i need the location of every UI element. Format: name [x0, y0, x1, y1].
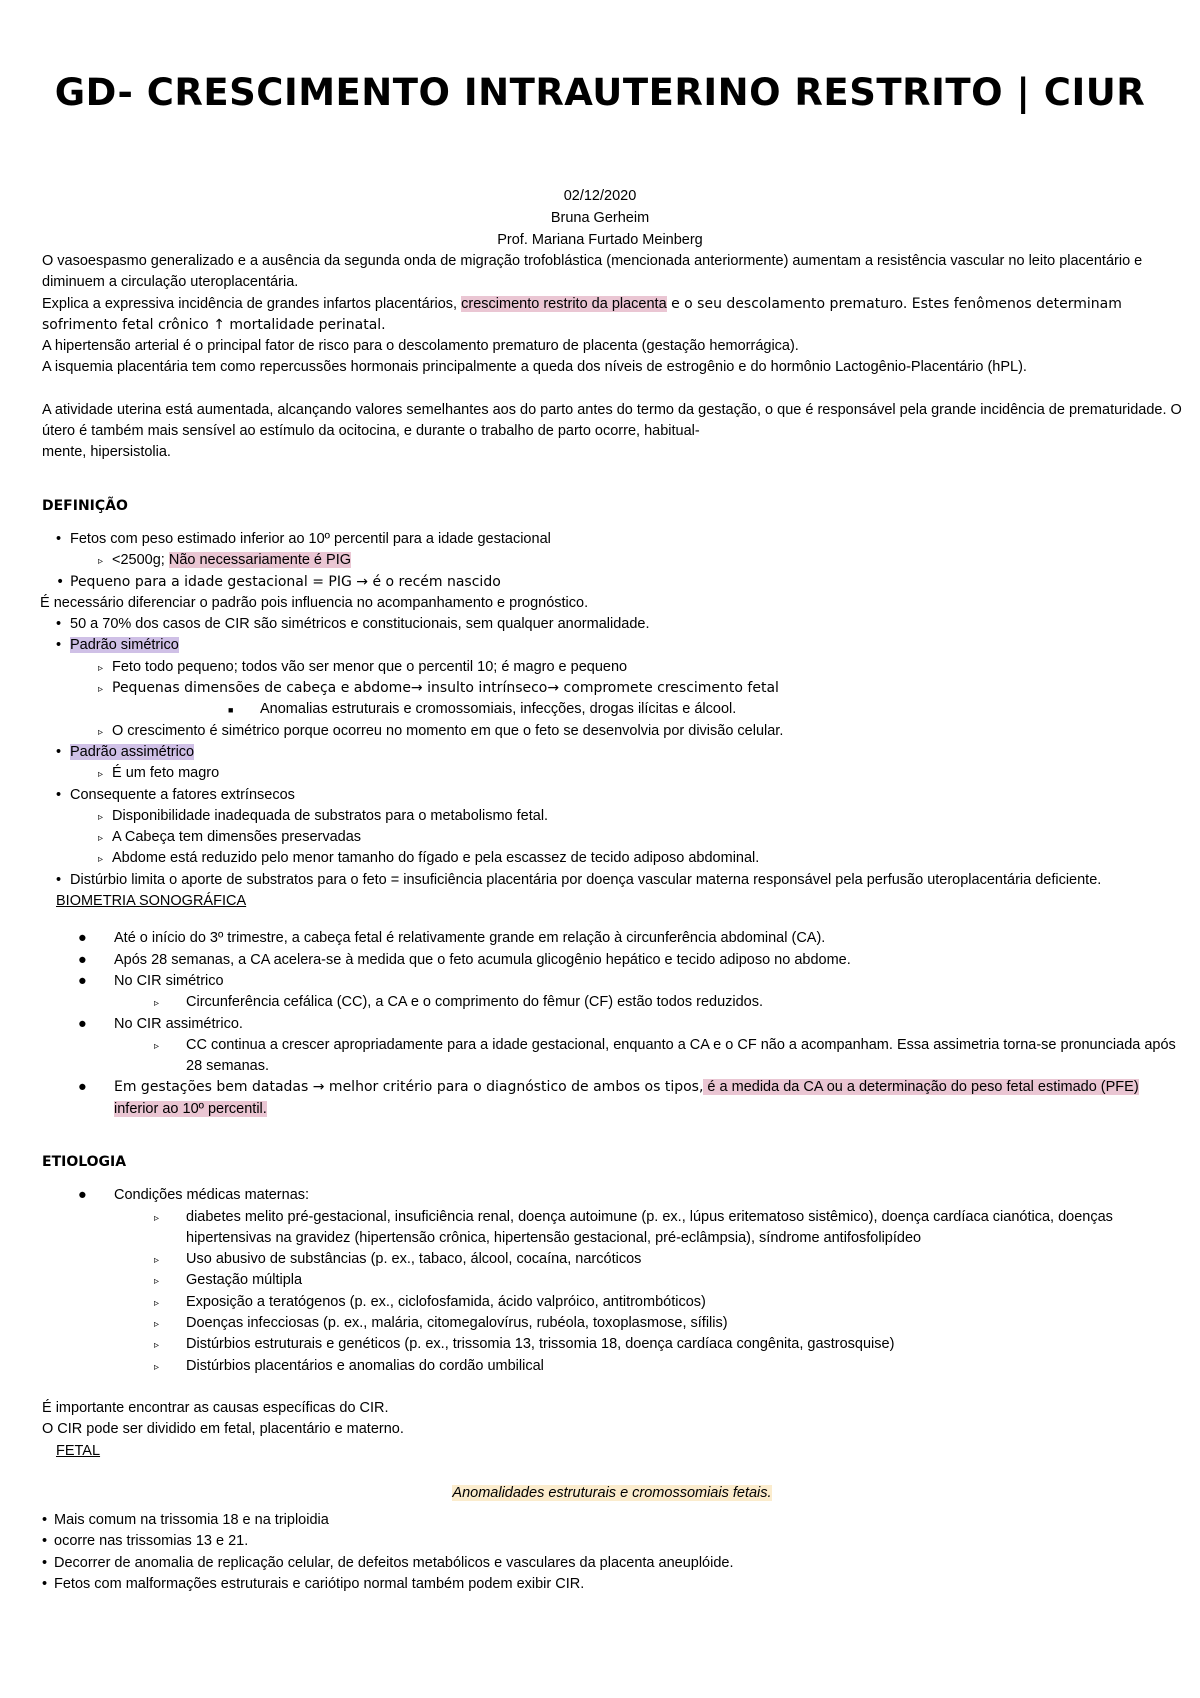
list-item: ● No CIR simétrico	[78, 972, 224, 989]
intro-paragraph-4: A isquemia placentária tem como repercussões hormonais principalmente a queda dos níveis de estrogênio e do hormônio Lactogênio-Placentário (hPL).	[42, 359, 1027, 376]
document-author: Bruna Gerheim	[550, 210, 650, 226]
list-item: ▹ O crescimento é simétrico porque ocorreu no momento em que o feto se desenvolvia por divisão celular.	[98, 722, 784, 739]
section-heading-definicao: DEFINIÇÃO	[42, 497, 128, 514]
list-item: ▹ Distúrbios estruturais e genéticos (p. ex., trissomia 13, trissomia 18, doença cardíaca congênita, gastrosquise)	[154, 1336, 895, 1353]
list-item: • 50 a 70% dos casos de CIR são simétricos e constitucionais, sem qualquer anormalidade.	[56, 616, 650, 633]
intro-paragraph-2: Explica a expressiva incidência de grandes infartos placentários, crescimento restrito da placenta e o seu descolamento prematuro. Estes fenômenos determinam sofrimento fetal crônico ↑ mortalidade perinatal.	[42, 295, 1122, 333]
subheading-fetal: FETAL	[56, 1442, 101, 1459]
list-item: • ocorre nas trissomias 13 e 21.	[42, 1533, 249, 1550]
list-item: ■ Anomalias estruturais e cromossomiais, infecções, drogas ilícitas e álcool.	[228, 701, 737, 718]
intro-paragraph-5: A atividade uterina está aumentada, alcançando valores semelhantes aos do parto antes do termo da gestação, o que é responsável pela grande incidência de prematuridade. O útero é também mais sensível ao estímulo da ocitocina, e durante o trabalho de parto ocorre, habitual-	[42, 401, 1182, 440]
intro-paragraph-1: O vasoespasmo generalizado e a ausência da segunda onda de migração trofoblástica (mencionada anteriormente) aumentam a resistência vascular no leito placentário e diminuem a circulação uteroplacentária.	[42, 253, 1143, 291]
list-item: ▹ diabetes melito pré-gestacional, insuficiência renal, doença autoimune (p. ex., lúpus eritematoso sistêmico), doença cardíaca cianótica, doenças hipertensivas na gravidez (hipertensão crônica, hipertensão gestacional, pré-eclâmpsia), síndrome antifosfolipídeo	[154, 1208, 1113, 1246]
highlight-criterio: é a medida da CA ou a determinação do peso fetal estimado (PFE) inferior ao 10º percentil.	[114, 1079, 1139, 1117]
highlight-padrao-simetrico: Padrão simétrico	[70, 637, 179, 654]
document-body	[42, 251, 1182, 1595]
intro-paragraph-3: A hipertensão arterial é o principal fator de risco para o descolamento prematuro de placenta (gestação hemorrágica).	[42, 338, 799, 355]
list-item: • Fetos com malformações estruturais e cariótipo normal também podem exibir CIR.	[42, 1576, 585, 1593]
highlight-placenta: crescimento restrito da placenta	[461, 295, 667, 312]
paragraph-diferenciar: É necessário diferenciar o padrão pois influencia no acompanhamento e prognóstico.	[40, 594, 589, 611]
list-item: ▹ Feto todo pequeno; todos vão ser menor que o percentil 10; é magro e pequeno	[98, 658, 628, 675]
list-item: ▹ Abdome está reduzido pelo menor tamanho do fígado e pela escassez de tecido adiposo abdominal.	[98, 850, 760, 867]
list-item: ▹ Exposição a teratógenos (p. ex., ciclofosfamida, ácido valpróico, antitrombóticos)	[154, 1293, 706, 1310]
list-item: • Decorrer de anomalia de replicação celular, de defeitos metabólicos e vasculares da placenta aneuplóide.	[42, 1554, 734, 1571]
list-item: ● Até o início do 3º trimestre, a cabeça fetal é relativamente grande em relação à circunferência abdominal (CA).	[78, 930, 826, 947]
highlight-anomalidades: Anomalidades estruturais e cromossomiais fetais.	[452, 1484, 772, 1501]
list-item: ▹ Distúrbios placentários e anomalias do cordão umbilical	[154, 1357, 544, 1374]
list-item: ● Em gestações bem datadas → melhor critério para o diagnóstico de ambos os tipos, é a medida da CA ou a determinação do peso fetal estimado (PFE) inferior ao 10º percentil.	[78, 1079, 1139, 1117]
list-item: • Fetos com peso estimado inferior ao 10º percentil para a idade gestacional	[56, 530, 551, 547]
paragraph-divisao: O CIR pode ser dividido em fetal, placentário e materno.	[42, 1421, 404, 1438]
document-date: 02/12/2020	[563, 188, 637, 204]
list-item: • Consequente a fatores extrínsecos	[56, 786, 295, 803]
list-item: • Pequeno para a idade gestacional = PIG → é o recém nascido	[56, 573, 501, 590]
document-title: GD- CRESCIMENTO INTRAUTERINO RESTRITO | CIUR	[54, 71, 1146, 114]
list-item: • Padrão assimétrico	[56, 743, 195, 760]
list-item: ▹ É um feto magro	[98, 765, 220, 782]
list-item: ▹ Gestação múltipla	[154, 1272, 303, 1289]
document-professor: Prof. Mariana Furtado Meinberg	[497, 232, 703, 248]
list-item: ▹ Doenças infecciosas (p. ex., malária, citomegalovírus, rubéola, toxoplasmose, sífilis)	[154, 1315, 728, 1332]
list-item: • Mais comum na trissomia 18 e na triploidia	[42, 1512, 329, 1529]
list-item: ● Condições médicas maternas:	[78, 1187, 310, 1204]
list-item: ▹ Disponibilidade inadequada de substratos para o metabolismo fetal.	[98, 807, 549, 824]
section-heading-biometria: BIOMETRIA SONOGRÁFICA	[56, 893, 247, 910]
list-item: ▹ CC continua a crescer apropriadamente para a idade gestacional, enquanto a CA e o CF não a acompanham. Essa assimetria torna-se pronunciada após 28 semanas.	[154, 1036, 1176, 1075]
list-item: • Padrão simétrico	[56, 637, 179, 654]
fetal-subtitle	[42, 1483, 1182, 1504]
list-item: ▹ A Cabeça tem dimensões preservadas	[98, 829, 362, 846]
highlight-pig: Não necessariamente é PIG	[168, 552, 352, 569]
list-item: ▹ <2500g; Não necessariamente é PIG	[98, 552, 352, 569]
list-item: • Distúrbio limita o aporte de substratos para o feto = insuficiência placentária por doença vascular materna responsável pela perfusão uteroplacentária deficiente.	[56, 871, 1102, 888]
intro-paragraph-5-end: mente, hipersistolia.	[42, 444, 171, 461]
list-item: ▹ Circunferência cefálica (CC), a CA e o comprimento do fêmur (CF) estão todos reduzidos.	[154, 994, 764, 1011]
section-heading-etiologia: ETIOLOGIA	[42, 1153, 127, 1170]
highlight-padrao-assimetrico: Padrão assimétrico	[70, 743, 195, 760]
list-item: ▹ Pequenas dimensões de cabeça e abdome→ insulto intrínseco→ compromete crescimento fetal	[98, 680, 779, 697]
paragraph-causas: É importante encontrar as causas específicas do CIR.	[42, 1399, 389, 1416]
list-item: ● Após 28 semanas, a CA acelera-se à medida que o feto acumula glicogênio hepático e tecido adiposo no abdome.	[78, 951, 851, 968]
list-item: ▹ Uso abusivo de substâncias (p. ex., tabaco, álcool, cocaína, narcóticos	[154, 1251, 642, 1268]
list-item: ● No CIR assimétrico.	[78, 1015, 243, 1032]
